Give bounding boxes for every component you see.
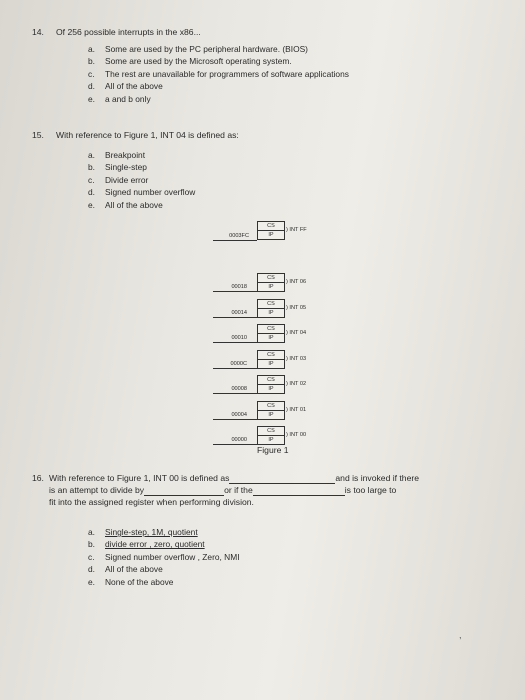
cs-cell: CS bbox=[257, 375, 285, 385]
ip-cell: IP bbox=[257, 333, 285, 343]
question-line-1: With reference to Figure 1, INT 00 is defined as and is invoked if there bbox=[49, 473, 420, 483]
address-label: 00018 bbox=[231, 284, 247, 290]
option-d: d. All of the above bbox=[88, 81, 163, 92]
question-14-options bbox=[88, 43, 349, 105]
int-label: ) INT 06 bbox=[286, 279, 307, 285]
option-d: d. Signed number overflow bbox=[88, 187, 196, 198]
address-label: 00014 bbox=[231, 310, 247, 316]
blank-1 bbox=[229, 474, 335, 484]
question-line-2: is an attempt to divide by or if the is too large to bbox=[49, 485, 397, 495]
question-text: With reference to Figure 1, INT 04 is defined as: bbox=[56, 130, 239, 140]
cs-cell: CS bbox=[257, 221, 285, 231]
cs-cell: CS bbox=[257, 324, 285, 334]
question-number: 14. bbox=[32, 27, 44, 37]
option-d: d. All of the above bbox=[88, 564, 163, 575]
blank-2 bbox=[144, 486, 224, 496]
option-c: c. The rest are unavailable for programmers of software applications bbox=[88, 68, 349, 79]
int-label: ) INT 05 bbox=[286, 305, 307, 311]
address-line bbox=[213, 240, 257, 241]
address-line bbox=[213, 368, 257, 369]
option-e: e. None of the above bbox=[88, 576, 174, 587]
option-a: a. Breakpoint bbox=[88, 150, 146, 160]
option-a: a. Single-step, 1M, quotient bbox=[88, 527, 198, 537]
option-b: b. divide error , zero, quotient bbox=[88, 539, 205, 550]
ip-cell: IP bbox=[257, 282, 285, 292]
ip-cell: IP bbox=[257, 410, 285, 420]
interrupt-vector-table-figure bbox=[205, 221, 325, 471]
question-16 bbox=[32, 472, 492, 512]
ip-cell: IP bbox=[257, 230, 285, 240]
option-b: b. Single-step bbox=[88, 162, 147, 173]
address-line bbox=[213, 291, 257, 292]
int-label: ) INT 00 bbox=[286, 432, 307, 438]
address-line bbox=[213, 317, 257, 318]
address-label: 0000C bbox=[230, 361, 247, 367]
cs-cell: CS bbox=[257, 299, 285, 309]
option-c: c. Divide error bbox=[88, 174, 149, 185]
option-a: a. Some are used by the PC peripheral hardware. (BIOS) bbox=[88, 44, 308, 54]
ip-cell: IP bbox=[257, 308, 285, 318]
question-text: Of 256 possible interrupts in the x86... bbox=[56, 27, 201, 37]
option-e: e. a and b only bbox=[88, 93, 151, 104]
int-label: ) INT 01 bbox=[286, 407, 307, 413]
figure-caption: Figure 1 bbox=[257, 445, 289, 455]
blank-3 bbox=[253, 486, 345, 496]
pen-mark-icon: , bbox=[459, 630, 462, 640]
ip-cell: IP bbox=[257, 359, 285, 369]
address-line bbox=[213, 393, 257, 394]
address-label: 00000 bbox=[231, 437, 247, 443]
question-line-3: fit into the assigned register when performing division. bbox=[49, 497, 254, 507]
address-label: 0003FC bbox=[229, 233, 249, 239]
question-number: 16. bbox=[32, 473, 44, 483]
int-label: ) INT 02 bbox=[286, 381, 307, 387]
int-label: ) INT FF bbox=[286, 227, 307, 233]
int-label: ) INT 03 bbox=[286, 356, 307, 362]
option-e: e. All of the above bbox=[88, 199, 163, 210]
question-16-options bbox=[88, 526, 240, 588]
address-label: 00004 bbox=[231, 412, 247, 418]
question-15-options bbox=[88, 149, 195, 211]
address-line bbox=[213, 419, 257, 420]
address-label: 00008 bbox=[231, 386, 247, 392]
address-line bbox=[213, 342, 257, 343]
ip-cell: IP bbox=[257, 435, 285, 445]
option-c: c. Signed number overflow , Zero, NMI bbox=[88, 551, 240, 562]
cs-cell: CS bbox=[257, 401, 285, 411]
address-label: 00010 bbox=[231, 335, 247, 341]
cs-cell: CS bbox=[257, 426, 285, 436]
option-b: b. Some are used by the Microsoft operating system. bbox=[88, 56, 292, 67]
ip-cell: IP bbox=[257, 384, 285, 394]
question-15 bbox=[32, 129, 452, 143]
address-line bbox=[213, 444, 257, 445]
int-label: ) INT 04 bbox=[286, 330, 307, 336]
question-14 bbox=[32, 26, 452, 40]
cs-cell: CS bbox=[257, 273, 285, 283]
question-number: 15. bbox=[32, 130, 44, 140]
cs-cell: CS bbox=[257, 350, 285, 360]
